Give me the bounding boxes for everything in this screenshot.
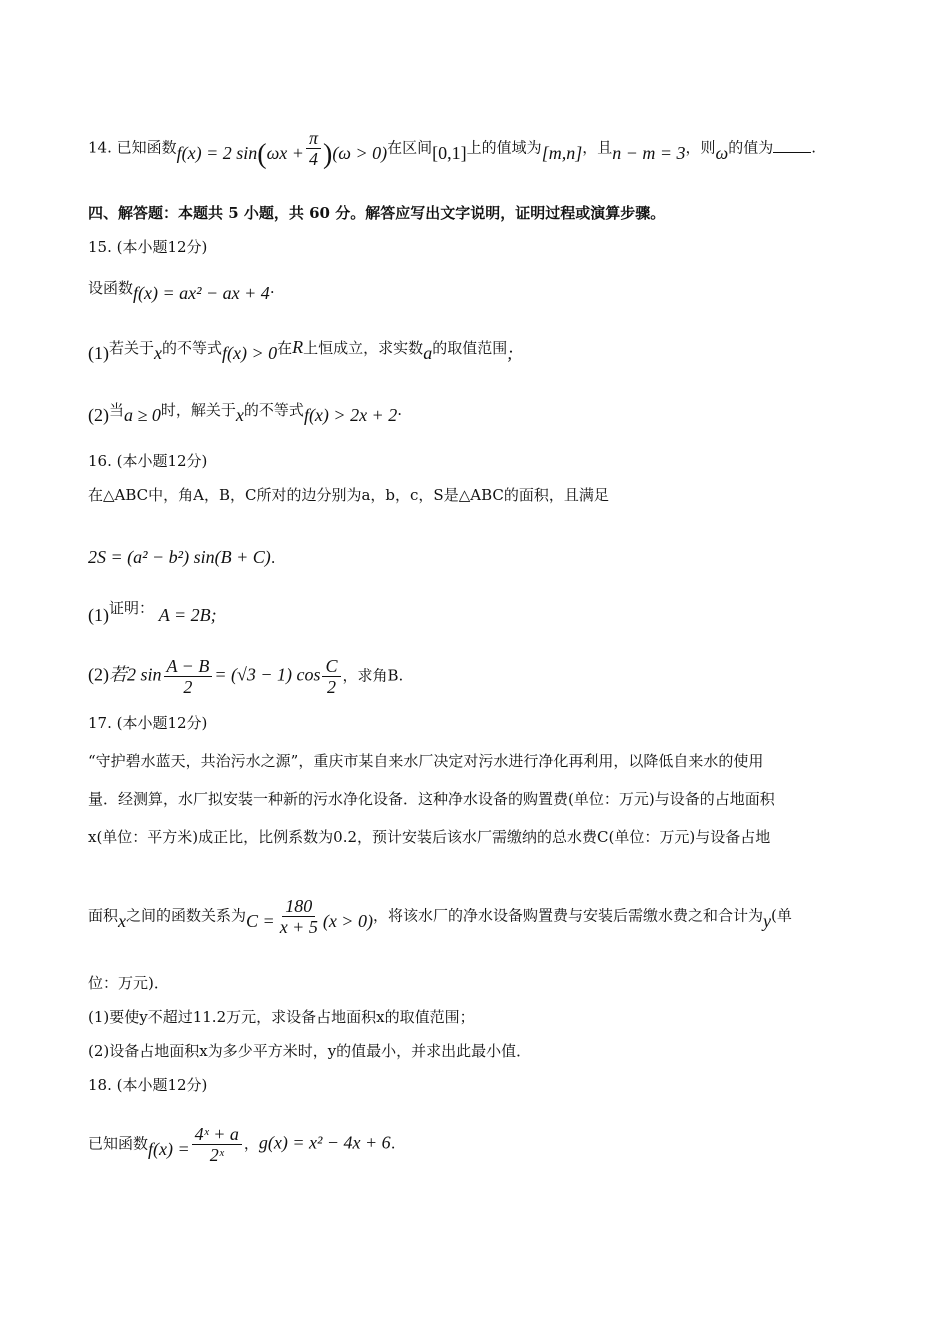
q14-omega: ω <box>715 142 729 163</box>
q15-p1-label: (1) <box>88 343 109 363</box>
q16-part1 <box>88 599 217 627</box>
q17-line3: x(单位：平方米)成正比，比例系数为0.2，预计安装后该水厂需缴纳的总水费C(单位：万元)与设备占地 <box>88 828 771 846</box>
q15-p1-end: ; <box>507 343 514 363</box>
q18-g: g(x) = x² − 4x + 6 <box>258 1132 391 1153</box>
q15-intro: 设函数 <box>88 279 134 297</box>
q18-header: 18. (本小题12分) <box>88 1076 208 1094</box>
q14-text1: 在区间 <box>387 138 433 157</box>
q15-p2-label: (2) <box>88 405 109 425</box>
q15-p1-a-var: a <box>423 343 433 363</box>
q15-p2-a: 当 <box>109 401 125 419</box>
q17-line2: 量．经测算，水厂拟安装一种新的污水净化设备．这种净水设备的购置费(单位：万元)与设备的占地面积 <box>88 790 775 808</box>
q15-p1-R: R <box>292 337 304 357</box>
q15-func: f(x) = ax² − ax + 4 <box>133 283 270 303</box>
q16-p2-frac2 <box>322 656 340 697</box>
q17-l4-x: x <box>118 910 127 931</box>
q14-frac-den: 4 <box>308 149 318 169</box>
q16-frac2-num: C <box>322 656 340 677</box>
q17-line1: “守护碧水蓝天，共治污水之源”，重庆市某自来水厂决定对污水进行净化再利用，以降低自来水的使用 <box>88 752 764 770</box>
q15-p1-b: 的不等式 <box>162 339 223 357</box>
q16-p1-eq: A = 2B; <box>158 605 217 625</box>
q16-p2-end: ，求角B. <box>342 666 404 685</box>
q14-eq: n − m = 3 <box>612 142 686 163</box>
q16-equation-end: . <box>270 549 276 567</box>
q17-line4 <box>88 896 792 937</box>
q17-part1: (1)要使y不超过11.2万元，求设备占地面积x的取值范围； <box>88 1008 475 1026</box>
q14-text5: 的值为 <box>728 138 774 157</box>
q14-text4: ，则 <box>685 138 716 157</box>
q16-p1-label: (1) <box>88 605 109 625</box>
q15-p2-ineq: f(x) > 2x + 2 <box>303 405 398 425</box>
q17-l4-b: 之间的函数关系为 <box>126 906 247 925</box>
q14-range: [m,n] <box>541 142 583 163</box>
q16-p2-frac1 <box>164 656 213 697</box>
q15-p2-cond: a ≥ 0 <box>124 405 161 425</box>
q15-dot: . <box>269 279 275 297</box>
section-4-title: 四、解答题：本题共 5 小题，共 60 分。解答应写出文字说明，证明过程或演算步骤。 <box>88 204 666 222</box>
q16-frac1-den: 2 <box>183 677 193 697</box>
q15-p1-c: 在 <box>277 339 293 357</box>
q17-l4-c: ，将该水厂的净水设备购置费与安装后需缴水费之和合计为 <box>372 906 763 925</box>
q16-p2-a: 若2 sin <box>109 664 162 685</box>
q18-frac-den: 2ˣ <box>209 1145 224 1165</box>
q17-l4-cond: (x > 0) <box>322 910 373 931</box>
q18-intro-line <box>88 1124 395 1165</box>
q16-equation-line <box>88 546 276 569</box>
q18-frac-num: 4ˣ + a <box>192 1124 242 1145</box>
q15-p2-c: 的不等式 <box>243 401 304 419</box>
q15-p2-b: 时，解关于 <box>160 401 236 419</box>
q17-l4-a: 面积 <box>88 906 119 925</box>
q14-inner: ωx + <box>266 142 304 163</box>
q15-p1-d: 上恒成立，求实数 <box>303 339 424 357</box>
q16-frac1-num: A − B <box>164 656 213 677</box>
q18-frac <box>192 1124 242 1165</box>
q16-header: 16. (本小题12分) <box>88 452 208 470</box>
q16-p2-mid: = (√3 − 1) cos <box>214 664 321 685</box>
q18-end: . <box>390 1134 396 1153</box>
q17-l4-y: y <box>762 910 771 931</box>
q17-frac <box>277 896 321 937</box>
q16-p1-text: 证明： <box>109 599 155 617</box>
q15-p1-a: 若关于 <box>109 339 155 357</box>
q15-p1-e: 的取值范围 <box>432 339 508 357</box>
q18-intro: 已知函数 <box>88 1134 149 1153</box>
q16-frac2-den: 2 <box>326 677 336 697</box>
q14-cond: (ω > 0) <box>332 142 388 163</box>
q15-header: 15. (本小题12分) <box>88 238 208 256</box>
q14-text3: ，且 <box>582 138 613 157</box>
q16-p2-label: (2) <box>88 664 109 685</box>
q14-answer-blank <box>773 138 811 153</box>
q15-p2-x: x <box>235 405 244 425</box>
q14-text2: 上的值域为 <box>466 138 542 157</box>
q15-p1-x: x <box>154 343 163 363</box>
q14-func: f(x) = 2 sin <box>176 142 258 163</box>
q15-p2-end: . <box>397 401 402 419</box>
question-14 <box>88 128 816 169</box>
q14-rparen: ) <box>322 138 333 170</box>
q18-f-lhs: f(x) = <box>148 1138 190 1159</box>
q14-pi-frac <box>306 128 321 169</box>
q14-lparen: ( <box>257 138 267 170</box>
q17-part2: (2)设备占地面积x为多少平方米时，y的值最小，并求出此最小值． <box>88 1042 532 1060</box>
q18-sep: ， <box>243 1134 259 1153</box>
q15-part1 <box>88 336 514 363</box>
q17-l4-C: C = <box>246 910 275 931</box>
q15-part2 <box>88 398 402 425</box>
q17-frac-den: x + 5 <box>279 917 318 937</box>
q14-end: . <box>811 138 817 157</box>
q16-equation: 2S = (a² − b²) sin(B + C) <box>88 547 271 567</box>
q14-interval: [0,1] <box>432 142 467 163</box>
q15-intro-line <box>88 276 275 303</box>
q17-frac-num: 180 <box>282 896 315 917</box>
q14-prefix: 14. 已知函数 <box>88 138 177 157</box>
q17-line5: 位：万元)． <box>88 974 169 992</box>
q14-frac-num: π <box>306 128 321 149</box>
q17-l4-d: (单 <box>770 906 792 925</box>
q16-part2 <box>88 656 403 697</box>
q15-p1-ineq: f(x) > 0 <box>222 343 278 363</box>
q16-intro: 在△ABC中，角A，B，C所对的边分别为a，b，c，S是△ABC的面积，且满足 <box>88 486 609 504</box>
q17-header: 17. (本小题12分) <box>88 714 208 732</box>
